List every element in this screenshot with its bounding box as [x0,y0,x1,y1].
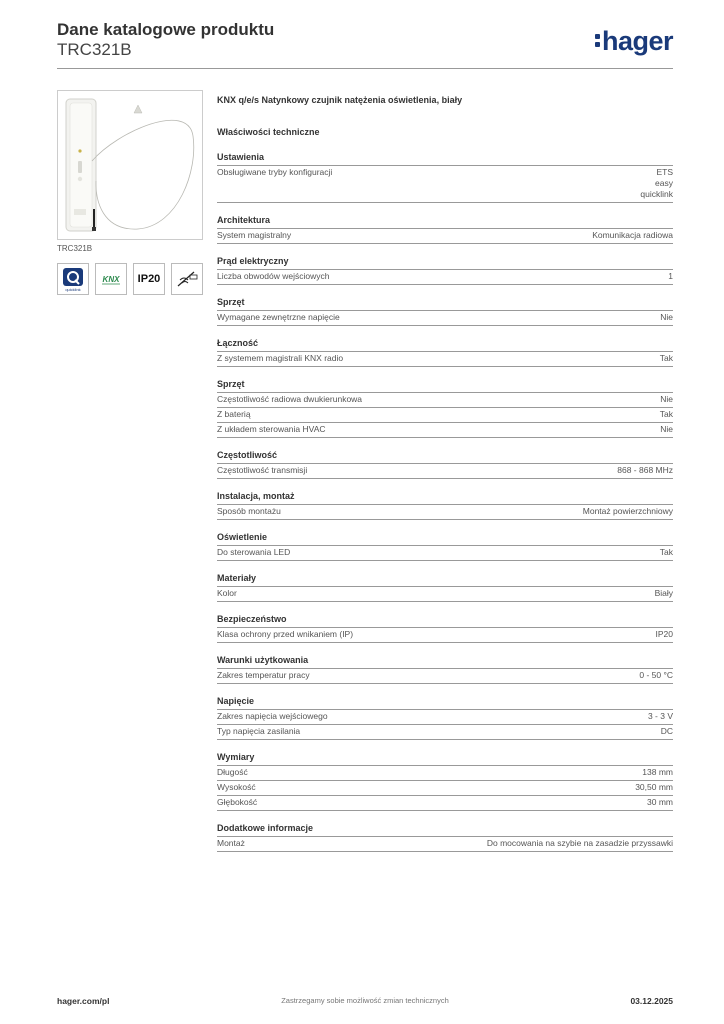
spec-value [639,670,673,681]
spec-value-line: ETS [656,167,673,177]
spec-label: Częstotliwość radiowa dwukierunkowa [217,394,363,404]
spec-label: Z układem sterowania HVAC [217,424,326,434]
spec-section [217,297,673,326]
spec-section-title: Sprzęt [217,297,673,311]
spec-row [217,837,673,852]
ip20-badge [133,263,165,295]
spec-label: Obsługiwane tryby konfiguracji [217,167,333,177]
product-name: KNX q/e/s Natynkowy czujnik natężenia oświetlenia, biały [217,95,463,105]
spec-label: Klasa ochrony przed wnikaniem (IP) [217,629,354,639]
spec-section [217,450,673,479]
header-divider [57,68,673,69]
spec-label: Zakres napięcia wejściowego [217,711,328,721]
spec-section-title: Wymiary [217,752,673,766]
spec-value-line: 3 - 3 V [647,711,673,721]
spec-value-line: Biały [654,588,673,598]
spec-value [487,838,673,849]
spec-value-line: 868 - 868 MHz [617,465,673,475]
spec-row [217,710,673,725]
spec-value-line: Tak [659,353,673,363]
spec-section-title: Materiały [217,573,673,587]
spec-value [640,167,673,200]
spec-label: Wysokość [217,782,256,792]
spec-label: Długość [217,767,248,777]
product-specifications [217,94,673,864]
spec-value-line: IP20 [655,629,673,639]
spec-section-title: Napięcie [217,696,673,710]
spec-value [648,711,673,722]
spec-section [217,823,673,852]
battery-radio-badge [171,263,203,295]
no-battery-radio-icon [174,266,200,292]
svg-text:KNX: KNX [102,275,120,284]
spec-value-line: easy [655,178,673,188]
spec-row [217,166,673,203]
spec-label: Zakres temperatur pracy [217,670,310,680]
spec-value [660,409,673,420]
spec-row [217,311,673,326]
spec-section [217,573,673,602]
footer-notice: Zastrzegamy sobie możliwość zmian technicznych [281,996,449,1005]
spec-label: Sposób montażu [217,506,281,516]
product-image-frame [57,90,203,240]
spec-section [217,491,673,520]
ip20-icon: IP20 [137,273,161,285]
spec-section-title: Architektura [217,215,673,229]
knx-icon [98,266,124,292]
product-image [58,91,202,239]
spec-section-title: Sprzęt [217,379,673,393]
spec-value-line: Nie [660,394,673,404]
knx-badge [95,263,127,295]
spec-row [217,464,673,479]
spec-sections [217,152,673,852]
spec-row [217,546,673,561]
spec-label: System magistralny [217,230,292,240]
spec-value-line: Tak [659,547,673,557]
spec-value [660,353,673,364]
spec-section [217,752,673,811]
spec-value [660,312,673,323]
product-code-caption: TRC321B [57,244,93,253]
spec-label: Liczba obwodów wejściowych [217,271,330,281]
spec-section-title: Warunki użytkowania [217,655,673,669]
spec-section [217,215,673,244]
spec-row [217,587,673,602]
spec-section [217,152,673,203]
spec-value [661,726,673,737]
spec-section [217,614,673,643]
spec-row [217,796,673,811]
spec-value [668,271,673,282]
page-header [57,20,673,68]
svg-text:quicklink: quicklink [65,287,81,292]
spec-value [635,782,673,793]
page-footer [57,996,673,1010]
spec-row [217,229,673,244]
spec-section-title: Prąd elektryczny [217,256,673,270]
spec-value-line: 138 mm [642,767,673,777]
spec-value [592,230,673,241]
spec-row [217,725,673,740]
quicklink-badge [57,263,89,295]
spec-section [217,379,673,438]
spec-label: Kolor [217,588,237,598]
spec-value [655,588,673,599]
spec-row [217,270,673,285]
spec-value [656,629,674,640]
spec-section [217,655,673,684]
spec-value-line: Tak [659,409,673,419]
spec-value-line: quicklink [640,189,673,199]
spec-value-line: Komunikacja radiowa [592,230,673,240]
spec-row [217,766,673,781]
logo-dots-icon [595,32,600,48]
technical-properties-heading: Właściwości techniczne [217,127,320,137]
spec-label: Z systemem magistrali KNX radio [217,353,344,363]
spec-value [642,767,673,778]
spec-value-line: DC [660,726,673,736]
spec-label: Wymagane zewnętrzne napięcie [217,312,340,322]
spec-row [217,505,673,520]
spec-value-line: Do mocowania na szybie na zasadzie przyssawki [486,838,673,848]
spec-value-line: 30 mm [647,797,673,807]
spec-row [217,781,673,796]
footer-website-link[interactable]: hager.com/pl [57,996,110,1006]
spec-value-line: Nie [660,424,673,434]
quicklink-icon [60,266,86,292]
spec-value [617,465,673,476]
spec-row [217,423,673,438]
spec-section [217,696,673,740]
spec-section [217,532,673,561]
spec-row [217,352,673,367]
hager-logo: hager [595,26,673,57]
spec-section-title: Dodatkowe informacje [217,823,673,837]
footer-date: 03.12.2025 [630,996,673,1006]
spec-row [217,408,673,423]
spec-value [660,394,673,405]
spec-label: Typ napięcia zasilania [217,726,301,736]
spec-value [660,424,673,435]
page-title: Dane katalogowe produktu [57,20,275,39]
spec-value-line: 1 [668,271,673,281]
spec-row [217,393,673,408]
spec-section-title: Oświetlenie [217,532,673,546]
spec-value [660,547,673,558]
spec-row [217,628,673,643]
spec-value-line: Montaż powierzchniowy [582,506,673,516]
product-reference: TRC321B [57,40,132,59]
spec-section-title: Ustawienia [217,152,673,166]
spec-value [583,506,673,517]
certification-badges [57,263,201,295]
spec-section-title: Bezpieczeństwo [217,614,673,628]
spec-section [217,256,673,285]
spec-label: Częstotliwość transmisji [217,465,308,475]
spec-value-line: 0 - 50 °C [639,670,673,680]
spec-section-title: Łączność [217,338,673,352]
spec-row [217,669,673,684]
spec-value [647,797,673,808]
spec-value-line: Nie [660,312,673,322]
spec-value-line: 30,50 mm [635,782,673,792]
spec-label: Głębokość [217,797,258,807]
spec-label: Montaż [217,838,245,848]
spec-label: Z baterią [217,409,251,419]
spec-section-title: Instalacja, montaż [217,491,673,505]
spec-section [217,338,673,367]
spec-section-title: Częstotliwość [217,450,673,464]
spec-label: Do sterowania LED [217,547,291,557]
